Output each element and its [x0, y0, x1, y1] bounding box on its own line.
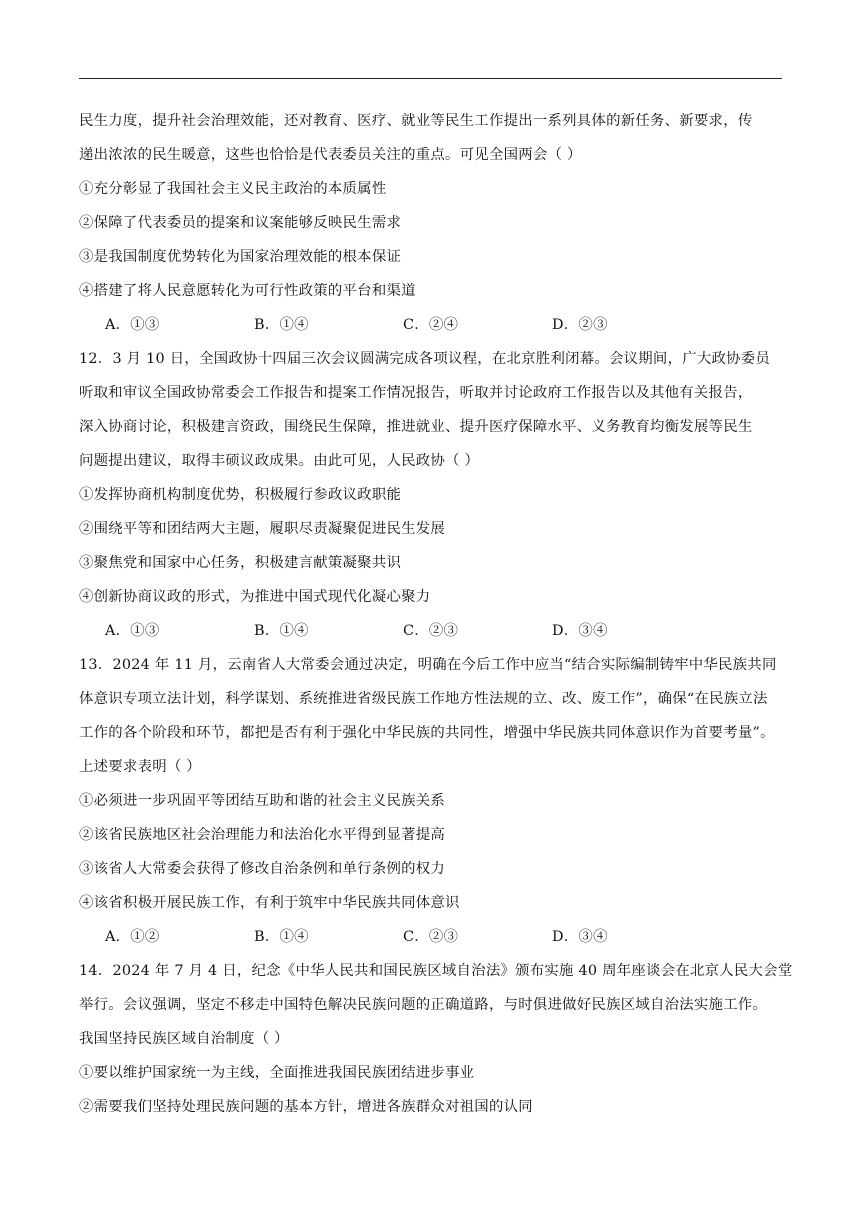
- statement-item: ④创新协商议政的形式，为推进中国式现代化凝心聚力: [79, 589, 431, 605]
- question-text-line: 递出浓浓的民生暖意，这些也恰恰是代表委员关注的重点。可见全国两会（ ）: [79, 147, 582, 163]
- answer-option: D．③④: [552, 929, 608, 945]
- question-block: [79, 954, 793, 1124]
- statement-item: ②保障了代表委员的提案和议案能够反映民生需求: [79, 215, 402, 231]
- statement-item: ①必须进一步巩固平等团结互助和谐的社会主义民族关系: [79, 793, 446, 809]
- question-text-line: 民生力度，提升社会治理效能，还对教育、医疗、就业等民生工作提出一系列具体的新任务、新要求，传: [79, 113, 753, 129]
- statement-item: ①要以维护国家统一为主线，全面推进我国民族团结进步事业: [79, 1065, 475, 1081]
- statement-item: ③聚焦党和国家中心任务，积极建言献策凝聚共识: [79, 555, 402, 571]
- answer-option: B．①④: [254, 623, 309, 639]
- question-text-line: 13．2024 年 11 月，云南省人大常委会通过决定，明确在今后工作中应当“结合实际编制铸牢中华民族共同: [79, 657, 777, 673]
- answer-option: A．①③: [105, 623, 160, 639]
- question-text-line: 12．3 月 10 日，全国政协十四届三次会议圆满完成各项议程，在北京胜利闭幕。会议期间，广大政协委员: [79, 351, 771, 367]
- header-rule: [79, 78, 782, 79]
- statement-item: ①充分彰显了我国社会主义民主政治的本质属性: [79, 181, 387, 197]
- question-text-line: 我国坚持民族区域自治制度（ ）: [79, 1031, 289, 1047]
- question-text-line: 上述要求表明（ ）: [79, 759, 201, 775]
- answer-options: [79, 920, 789, 954]
- question-text-line: 听取和审议全国政协常委会工作报告和提案工作情况报告，听取并讨论政府工作报告以及其他有关报告，: [79, 385, 753, 401]
- statement-item: ④搭建了将人民意愿转化为可行性政策的平台和渠道: [79, 283, 416, 299]
- answer-option: A．①③: [105, 317, 160, 333]
- statement-item: ②需要我们坚持处理民族问题的基本方针，增进各族群众对祖国的认同: [79, 1099, 533, 1115]
- question-text-line: 问题提出建议，取得丰硕议政成果。由此可见，人民政协（ ）: [79, 453, 480, 469]
- answer-option: C．②④: [403, 317, 459, 333]
- answer-options: [79, 614, 789, 648]
- question-block: [79, 648, 789, 954]
- answer-option: C．②③: [403, 929, 459, 945]
- question-block: [79, 342, 789, 648]
- statement-item: ①发挥协商机构制度优势，积极履行参政议政职能: [79, 487, 402, 503]
- question-block: [79, 104, 789, 342]
- answer-option: A．①②: [105, 929, 160, 945]
- question-text-line: 14．2024 年 7 月 4 日，纪念《中华人民共和国民族区域自治法》颁布实施 40 周年座谈会在北京人民大会堂: [79, 963, 793, 979]
- question-text-line: 举行。会议强调，坚定不移走中国特色解决民族问题的正确道路，与时俱进做好民族区域自治法实施工作。: [79, 997, 768, 1013]
- answer-option: D．③④: [552, 623, 608, 639]
- statement-item: ③是我国制度优势转化为国家治理效能的根本保证: [79, 249, 402, 265]
- question-text-line: 工作的各个阶段和环节，都把是否有利于强化中华民族的共同性，增强中华民族共同体意识作为首要考量”。: [79, 725, 775, 741]
- statement-item: ③该省人大常委会获得了修改自治条例和单行条例的权力: [79, 861, 446, 877]
- answer-option: C．②③: [403, 623, 459, 639]
- answer-options: [79, 308, 789, 342]
- question-text-line: 体意识专项立法计划，科学谋划、系统推进省级民族工作地方性法规的立、改、废工作”，确保“在民族立法: [79, 691, 768, 707]
- answer-option: B．①④: [254, 929, 309, 945]
- page-content: [79, 104, 793, 1124]
- question-text-line: 深入协商讨论，积极建言资政，围绕民生保障，推进就业、提升医疗保障水平、义务教育均衡发展等民生: [79, 419, 753, 435]
- statement-item: ②围绕平等和团结两大主题，履职尽责凝聚促进民生发展: [79, 521, 446, 537]
- answer-option: B．①④: [254, 317, 309, 333]
- statement-item: ②该省民族地区社会治理能力和法治化水平得到显著提高: [79, 827, 446, 843]
- answer-option: D．②③: [552, 317, 608, 333]
- statement-item: ④该省积极开展民族工作，有利于筑牢中华民族共同体意识: [79, 895, 460, 911]
